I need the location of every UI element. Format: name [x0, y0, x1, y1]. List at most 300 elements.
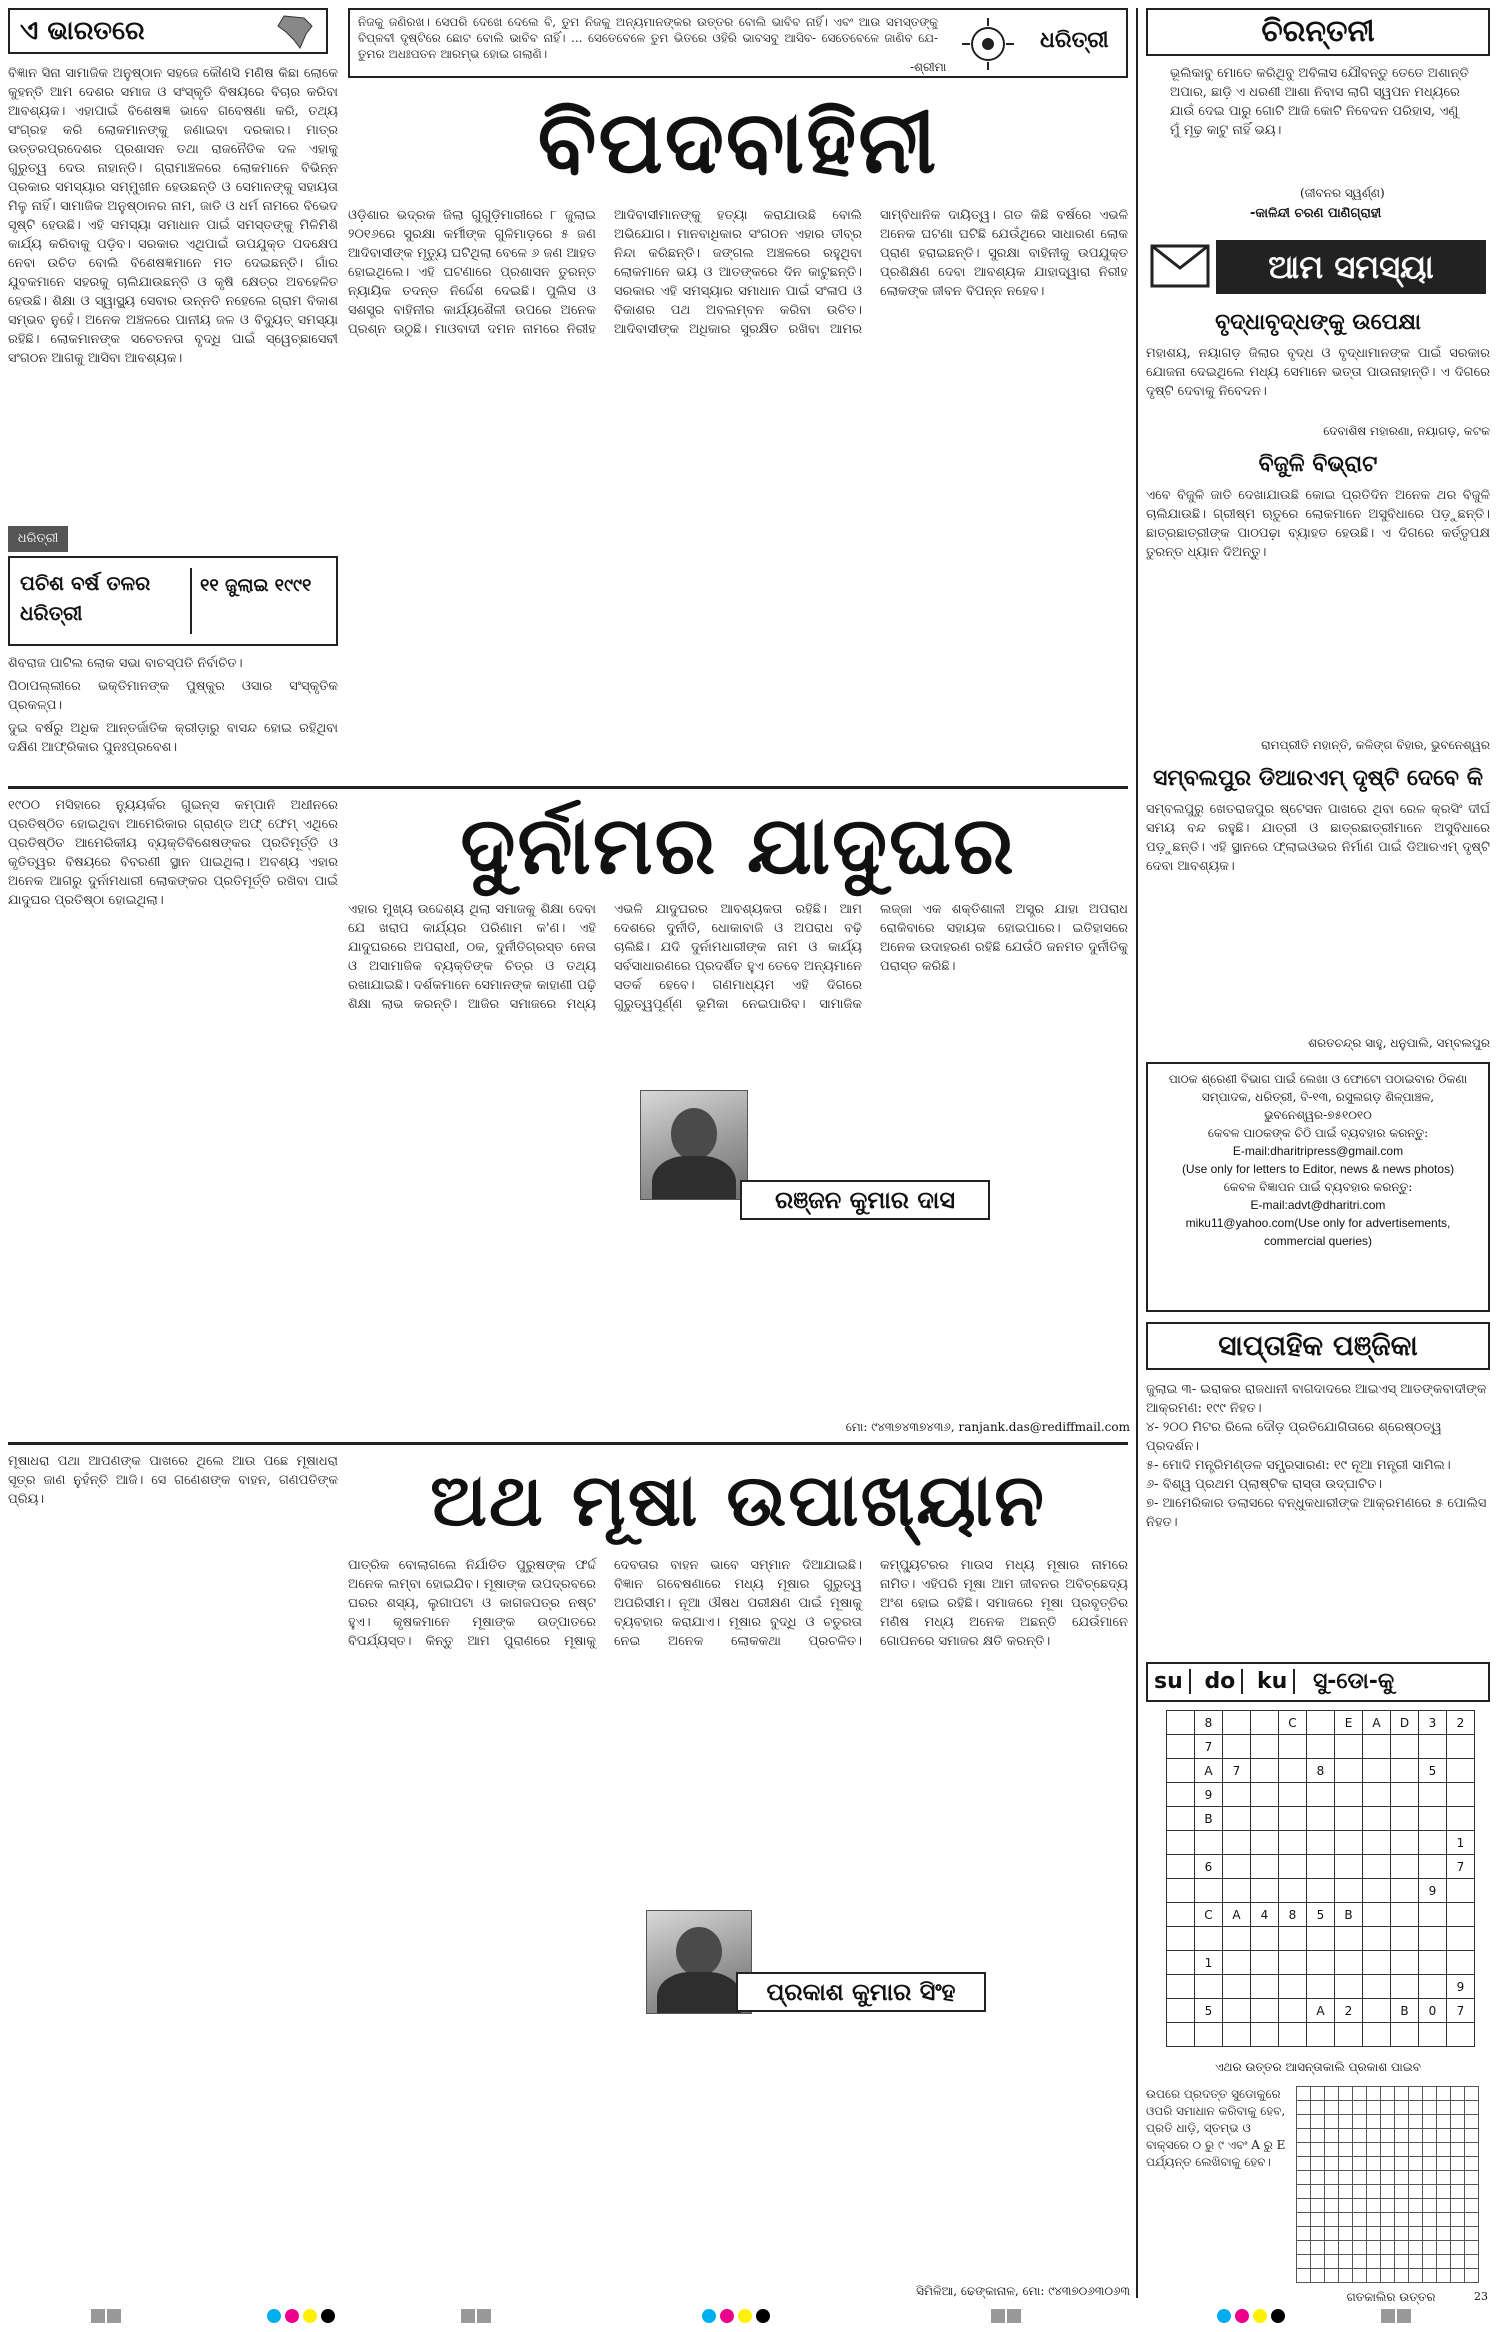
letter-body: ସମ୍ବଲପୁରୁ ଖେତରାଜପୁର ଷ୍ଟେସନ ପାଖରେ ଥିବା ରେଳ କ୍ରସିଂ ଦୀର୍ଘ ସମୟ ବନ୍ଦ ରହୁଛି। ଯାତ୍ରୀ ଓ ଛାତ୍ରଛାତ୍ରୀମାନେ ଅସୁବିଧାରେ ପଡ଼ୁଛନ୍ତି। ଏହି ସ୍ଥାନରେ ଫ୍ଲାଇଓଭର ନିର୍ମାଣ ପାଇଁ ଡିଆରଏମ୍ ଦୃଷ୍ଟି ଦେବା ଆବଶ୍ୟକ। — [1146, 802, 1490, 874]
author-photo — [640, 1090, 748, 1200]
solution-cell — [1297, 2115, 1311, 2129]
solution-cell — [1297, 2171, 1311, 2185]
registration-mark — [460, 2308, 492, 2327]
sudoku-cell: A — [1223, 1903, 1251, 1927]
sudoku-cell: 1 — [1447, 1831, 1475, 1855]
sudoku-cell — [1223, 1783, 1251, 1807]
solution-cell — [1465, 2199, 1479, 2213]
solution-cell — [1465, 2157, 1479, 2171]
panjika-item: ଜୁଲାଇ ୩- ଇରାକର ରାଜଧାନୀ ବାଗଦାଦରେ ଆଇଏସ୍ ଆତଙ୍କବାଦୀଙ୍କ ଆକ୍ରମଣ: ୧୯୯ ନିହତ। — [1146, 1382, 1487, 1416]
sudoku-cell — [1279, 1735, 1307, 1759]
sudoku-cell — [1167, 1807, 1195, 1831]
solution-cell — [1423, 2269, 1437, 2283]
chirantani-title: ଚିରନ୍ତନୀ — [1146, 8, 1490, 56]
solution-cell — [1353, 2199, 1367, 2213]
solution-cell — [1437, 2269, 1451, 2283]
sudoku-cell — [1363, 1831, 1391, 1855]
sudoku-cell — [1391, 1927, 1419, 1951]
solution-row — [1297, 2241, 1479, 2255]
contact-box — [1146, 1062, 1490, 1312]
solution-cell — [1297, 2101, 1311, 2115]
solution-cell — [1423, 2227, 1437, 2241]
sudoku-cell — [1447, 1807, 1475, 1831]
solution-cell — [1367, 2101, 1381, 2115]
contact-adv-email-note[interactable]: miku11@yahoo.com(Use only for advertisements, commercial queries) — [1185, 1216, 1451, 1248]
solution-cell — [1395, 2255, 1409, 2269]
brand-text: ଏ ଭାରତରେ — [20, 16, 145, 46]
sudoku-row — [1167, 1999, 1475, 2023]
color-bar — [700, 2308, 772, 2327]
color-bar — [265, 2308, 337, 2327]
sudoku-cell — [1251, 1855, 1279, 1879]
solution-cell — [1395, 2129, 1409, 2143]
solution-cell — [1451, 2087, 1465, 2101]
solution-cell — [1423, 2171, 1437, 2185]
divider — [8, 786, 1128, 789]
solution-cell — [1409, 2227, 1423, 2241]
solution-cell — [1311, 2213, 1325, 2227]
sudoku-cell: E — [1335, 1711, 1363, 1735]
sudoku-cell — [1335, 1975, 1363, 1999]
contact-intro: ପାଠକ ଶ୍ରେଣୀ ବିଭାଗ ପାଇଁ ଲେଖା ଓ ଫୋଟୋ ପଠାଇବାର ଠିକଣା — [1168, 1072, 1468, 1086]
sudoku-cell — [1363, 1855, 1391, 1879]
solution-cell — [1395, 2157, 1409, 2171]
solution-cell — [1325, 2269, 1339, 2283]
solution-cell — [1325, 2143, 1339, 2157]
solution-cell — [1423, 2199, 1437, 2213]
sudoku-solution-grid — [1296, 2086, 1479, 2283]
color-bar — [1215, 2308, 1287, 2327]
solution-cell — [1465, 2171, 1479, 2185]
sudoku-cell — [1391, 1903, 1419, 1927]
sudoku-row — [1167, 1831, 1475, 1855]
sudoku-cell — [1307, 1831, 1335, 1855]
sudoku-cell — [1391, 1951, 1419, 1975]
solution-cell — [1423, 2255, 1437, 2269]
solution-row — [1297, 2227, 1479, 2241]
solution-label: ଗତକାଲିର ଉତ୍ତର — [1346, 2290, 1436, 2304]
sudoku-cell — [1307, 1783, 1335, 1807]
sudoku-cell — [1363, 1807, 1391, 1831]
solution-cell — [1339, 2185, 1353, 2199]
solution-cell — [1437, 2199, 1451, 2213]
box-item: ପିଠାପଲ୍ଲୀରେ ଭକ୍ତିମାନଙ୍କ ପୁଷ୍କୁର ଓସାର ସଂସ୍କୃତିକ ପ୍ରକଳ୍ପ। — [8, 679, 338, 713]
sudoku-cell — [1223, 1879, 1251, 1903]
sudoku-cell — [1419, 1735, 1447, 1759]
column-divider — [1136, 8, 1138, 2298]
letter-title: ବୃଦ୍ଧାବୃଦ୍ଧଙ୍କୁ ଉପେକ୍ଷା — [1215, 310, 1421, 335]
panjika-list — [1146, 1380, 1490, 1650]
paper-name: ଧରିତ୍ରୀ — [1040, 28, 1109, 53]
sudoku-cell — [1447, 2023, 1475, 2047]
solution-cell — [1325, 2255, 1339, 2269]
solution-cell — [1395, 2227, 1409, 2241]
solution-cell — [1465, 2087, 1479, 2101]
sudoku-cell: A — [1195, 1759, 1223, 1783]
solution-cell — [1339, 2255, 1353, 2269]
sudoku-cell — [1167, 1855, 1195, 1879]
sudoku-row — [1167, 2023, 1475, 2047]
solution-cell — [1437, 2087, 1451, 2101]
sudoku-cell — [1251, 1975, 1279, 1999]
sudoku-cell: 8 — [1279, 1903, 1307, 1927]
sudoku-cell — [1307, 1927, 1335, 1951]
letter-body: ଏବେ ବିଜୁଳି ଜାତି ଦେଖାଯାଉଛି କୋଇ ପ୍ରତିଦିନ ଅନେକ ଥର ବିଜୁଳି ଚାଲିଯାଉଛି। ଗ୍ରୀଷ୍ମ ଋତୁରେ ଲୋକମାନେ ଅସୁବିଧାରେ ପଡ଼ୁଛନ୍ତି। ଛାତ୍ରଛାତ୍ରୀଙ୍କ ପାଠପଢ଼ା ବ୍ୟାହତ ହେଉଛି। ଏ ଦିଗରେ କର୍ତ୍ତୃପକ୍ଷ ତୁରନ୍ତ ଧ୍ୟାନ ଦିଅନ୍ତୁ। — [1146, 488, 1490, 560]
sudoku-row — [1167, 1927, 1475, 1951]
sudoku-word: do — [1198, 1669, 1243, 1694]
solution-cell — [1437, 2241, 1451, 2255]
solution-cell — [1353, 2115, 1367, 2129]
solution-row — [1297, 2087, 1479, 2101]
sudoku-row — [1167, 1711, 1475, 1735]
sudoku-cell: A — [1363, 1711, 1391, 1735]
sudoku-cell: 7 — [1447, 1999, 1475, 2023]
solution-cell — [1367, 2115, 1381, 2129]
solution-cell — [1423, 2185, 1437, 2199]
solution-cell — [1297, 2185, 1311, 2199]
solution-cell — [1465, 2269, 1479, 2283]
middle-story-body: ଏହାର ମୁଖ୍ୟ ଉଦ୍ଦେଶ୍ୟ ଥିଲା ସମାଜକୁ ଶିକ୍ଷା ଦେବା ଯେ ଖରାପ କାର୍ଯ୍ୟର ପରିଣାମ କ'ଣ। ଏହି ଯାଦୁଘରରେ ଅପରାଧୀ, ଠକ, ଦୁର୍ନୀତିଗ୍ରସ୍ତ ନେତା ଓ ଅସାମାଜିକ ବ୍ୟକ୍ତିଙ୍କ ଚିତ୍ର ଓ ତଥ୍ୟ ରଖାଯାଇଛି। ଦର୍ଶକମାନେ ସେମାନଙ୍କ କାହାଣୀ ପଢ଼ି ଶିକ୍ଷା ଲାଭ କରନ୍ତି। ଆଜିର ସମାଜରେ ମଧ୍ୟ ଏଭଳି ଯାଦୁଘରର ଆବଶ୍ୟକତା ରହିଛି। ଆମ ଦେଶରେ ଦୁର୍ନୀତି, ଧୋକାବାଜି ଓ ଅପରାଧ ବଢ଼ି ଚାଲିଛି। ଯଦି ଦୁର୍ନାମଧାରୀଙ୍କ ନାମ ଓ କାର୍ଯ୍ୟ ସର୍ବସାଧାରଣରେ ପ୍ରଦର୍ଶିତ ହୁଏ ତେବେ ଅନ୍ୟମାନେ ସତର୍କ ହେବେ। ଗଣମାଧ୍ୟମ ଏହି ଦିଗରେ ଗୁରୁତ୍ୱପୂର୍ଣ୍ଣ ଭୂମିକା ନେଇପାରିବ। ସାମାଜିକ ଲଜ୍ଜା ଏକ ଶକ୍ତିଶାଳୀ ଅସ୍ତ୍ର ଯାହା ଅପରାଧ ରୋକିବାରେ ସହାୟକ ହୋଇପାରେ। ଇତିହାସରେ ଅନେକ ଉଦାହରଣ ରହିଛି ଯେଉଁଠି ଜନମତ ଦୁର୍ନୀତିକୁ ପରାସ୍ତ କରିଛି। — [348, 902, 1128, 1012]
sudoku-cell — [1279, 1951, 1307, 1975]
sudoku-cell — [1447, 1951, 1475, 1975]
sudoku-cell: A — [1307, 1999, 1335, 2023]
sudoku-cell — [1419, 1783, 1447, 1807]
solution-cell — [1409, 2101, 1423, 2115]
solution-cell — [1367, 2227, 1381, 2241]
sudoku-cell — [1167, 1711, 1195, 1735]
solution-cell — [1325, 2157, 1339, 2171]
sudoku-cell — [1363, 1975, 1391, 1999]
sudoku-row — [1167, 1807, 1475, 1831]
sudoku-cell — [1279, 2023, 1307, 2047]
solution-row — [1297, 2269, 1479, 2283]
solution-cell — [1465, 2213, 1479, 2227]
solution-cell — [1353, 2129, 1367, 2143]
solution-cell — [1353, 2143, 1367, 2157]
solution-cell — [1395, 2143, 1409, 2157]
solution-cell — [1465, 2115, 1479, 2129]
sudoku-cell — [1419, 1807, 1447, 1831]
sudoku-cell — [1167, 1927, 1195, 1951]
solution-cell — [1297, 2227, 1311, 2241]
solution-row — [1297, 2171, 1479, 2185]
solution-cell — [1367, 2087, 1381, 2101]
sudoku-cell — [1279, 1807, 1307, 1831]
solution-cell — [1325, 2185, 1339, 2199]
box-item: ଦୁଇ ବର୍ଷରୁ ଅଧିକ ଆନ୍ତର୍ଜାତିକ କ୍ରୀଡ଼ାରୁ ବାସନ୍ଦ ହୋଇ ରହିଥିବା ଦକ୍ଷିଣ ଆଫ୍ରିକାର ପୁନଃପ୍ରବେଶ। — [8, 721, 338, 755]
top-story-body: ଓଡ଼ିଶାର ଭଦ୍ରକ ଜିଲା ଗୁଗୁଡ଼ିମାରୀରେ ୮ ଜୁଲାଇ ୨୦୧୬ରେ ସୁରକ୍ଷା କର୍ମୀଙ୍କ ଗୁଳିମାଡ଼ରେ ୫ ଜଣ ଆଦିବାସୀଙ୍କ ମୃତ୍ୟୁ ଘଟିଥିଲା ବେଳେ ୬ ଜଣ ଆହତ ହୋଇଥିଲେ। ଏହି ଘଟଣାରେ ପ୍ରଶାସନ ତୁରନ୍ତ ନ୍ୟାୟିକ ତଦନ୍ତ ନିର୍ଦ୍ଦେଶ ଦେଇଛି। ପୁଲିସ ଓ ସଶସ୍ତ୍ର ବାହିନୀର କାର୍ଯ୍ୟଶୈଳୀ ଉପରେ ଅନେକ ପ୍ରଶ୍ନ ଉଠୁଛି। ମାଓବାଦୀ ଦମନ ନାମରେ ନିରୀହ ଆଦିବାସୀମାନଙ୍କୁ ହତ୍ୟା କରାଯାଉଛି ବୋଲି ଅଭିଯୋଗ। ମାନବାଧିକାର ସଂଗଠନ ଏହାର ତୀବ୍ର ନିନ୍ଦା କରିଛନ୍ତି। ଜଙ୍ଗଲ ଅଞ୍ଚଳରେ ରହୁଥିବା ଲୋକମାନେ ଭୟ ଓ ଆତଙ୍କରେ ଦିନ କାଟୁଛନ୍ତି। ସରକାର ଏହି ସମସ୍ୟାର ସମାଧାନ ପାଇଁ ସଂଳାପ ଓ ବିକାଶର ପଥ ଅବଲମ୍ବନ କରିବା ଉଚିତ। ଆଦିବାସୀଙ୍କ ଅଧିକାର ସୁରକ୍ଷିତ ରଖିବା ଆମର ସାମ୍ବିଧାନିକ ଦାୟିତ୍ୱ। ଗତ କିଛି ବର୍ଷରେ ଏଭଳି ଅନେକ ଘଟଣା ଘଟିଛି ଯେଉଁଥିରେ ସାଧାରଣ ଲୋକ ପ୍ରାଣ ହରାଇଛନ୍ତି। ସୁରକ୍ଷା ବାହିନୀକୁ ଉପଯୁକ୍ତ ପ୍ରଶିକ୍ଷଣ ଦେବା ଆବଶ୍ୟକ ଯାହାଦ୍ୱାରା ନିରୀହ ଲୋକଙ୍କ ଜୀବନ ବିପନ୍ନ ନହେବ। — [348, 208, 1128, 337]
solution-cell — [1311, 2129, 1325, 2143]
sudoku-cell — [1167, 1951, 1195, 1975]
solution-cell — [1367, 2129, 1381, 2143]
box-title: ପଚିଶ ବର୍ଷ ତଳର ଧରିତ୍ରୀ — [20, 571, 151, 625]
sudoku-cell: 0 — [1419, 1999, 1447, 2023]
solution-cell — [1395, 2213, 1409, 2227]
sudoku-cell — [1391, 1975, 1419, 1999]
solution-cell — [1381, 2185, 1395, 2199]
sudoku-grid — [1166, 1710, 1475, 2047]
sudoku-note: ଏଥର ଉତ୍ତର ଆସନ୍ତାକାଲି ପ୍ରକାଶ ପାଇବ — [1215, 2060, 1421, 2074]
sudoku-cell — [1167, 1783, 1195, 1807]
solution-cell — [1395, 2199, 1409, 2213]
sudoku-row — [1167, 1975, 1475, 1999]
solution-cell — [1451, 2129, 1465, 2143]
solution-cell — [1437, 2143, 1451, 2157]
sudoku-cell — [1335, 1879, 1363, 1903]
solution-cell — [1437, 2115, 1451, 2129]
sudoku-cell — [1251, 1927, 1279, 1951]
sudoku-cell: 7 — [1223, 1759, 1251, 1783]
sudoku-row — [1167, 1855, 1475, 1879]
sudoku-cell — [1167, 1999, 1195, 2023]
solution-cell — [1339, 2143, 1353, 2157]
sudoku-cell — [1335, 1807, 1363, 1831]
solution-cell — [1353, 2101, 1367, 2115]
solution-cell — [1395, 2241, 1409, 2255]
solution-cell — [1437, 2255, 1451, 2269]
sudoku-cell: 9 — [1419, 1879, 1447, 1903]
solution-cell — [1353, 2185, 1367, 2199]
author-name: ରଞ୍ଜନ କୁମାର ଦାସ — [740, 1180, 990, 1220]
sudoku-cell — [1279, 1783, 1307, 1807]
solution-cell — [1353, 2241, 1367, 2255]
solution-cell — [1381, 2213, 1395, 2227]
solution-cell — [1423, 2143, 1437, 2157]
solution-cell — [1423, 2129, 1437, 2143]
divider — [8, 1442, 1128, 1445]
letter-title: ସମ୍ବଲପୁର ଡିଆରଏମ୍ ଦୃଷ୍ଟି ଦେବେ କି — [1153, 766, 1483, 791]
sudoku-cell — [1447, 1735, 1475, 1759]
sudoku-cell — [1307, 1735, 1335, 1759]
sudoku-cell — [1335, 2023, 1363, 2047]
quote-text: ନିଜକୁ ଜଣିରଖ। ସେପରି ଦେଖେ ଦେଲେ ବି, ତୁମ ନିଜକୁ ଅନ୍ୟମାନଙ୍କର ଉତ୍ତର ବୋଲି ଭାବିବ ନାହିଁ। ଏବଂ ଆଉ ସମସ୍ତଙ୍କୁ ବିପ୍ଳବୀ ଦୃଷ୍ଟିରେ ଛୋଟ ବୋଲି ଭାବିବ ନାହିଁ। ... ସେତେବେଳେ ତୁମ ଭିତରେ ଓହିରି ଭାବସବୁ ଆସିବ- ସେତେବେଳେ ଜାଣିବ ଯେ- ତୁମର ଅଧଃପତନ ଆରମ୍ଭ ହୋଇ ଗଲାଣି। — [358, 15, 938, 61]
solution-cell — [1381, 2143, 1395, 2157]
sudoku-cell — [1363, 1951, 1391, 1975]
solution-cell — [1381, 2269, 1395, 2283]
panjika-title: ସାପ୍ତାହିକ ପଞ୍ଜିକା — [1146, 1322, 1490, 1370]
sudoku-cell — [1335, 1735, 1363, 1759]
sudoku-cell — [1307, 1951, 1335, 1975]
solution-cell — [1465, 2185, 1479, 2199]
registration-mark — [90, 2308, 122, 2327]
sudoku-cell — [1167, 1735, 1195, 1759]
sudoku-cell — [1363, 2023, 1391, 2047]
sudoku-cell — [1391, 1855, 1419, 1879]
bottom-headline: ଅଥ ମୂଷା ଉପାଖ୍ୟାନ — [430, 1458, 1046, 1542]
solution-cell — [1325, 2199, 1339, 2213]
sudoku-cell — [1419, 1831, 1447, 1855]
solution-cell — [1381, 2241, 1395, 2255]
sudoku-cell — [1419, 1903, 1447, 1927]
sudoku-cell — [1223, 1855, 1251, 1879]
solution-cell — [1325, 2227, 1339, 2241]
sudoku-cell — [1419, 1855, 1447, 1879]
solution-row — [1297, 2129, 1479, 2143]
sudoku-cell: 8 — [1307, 1759, 1335, 1783]
sudoku-cell — [1195, 1927, 1223, 1951]
sudoku-cell: 9 — [1195, 1783, 1223, 1807]
solution-cell — [1381, 2087, 1395, 2101]
sudoku-cell: 7 — [1447, 1855, 1475, 1879]
solution-cell — [1311, 2255, 1325, 2269]
sudoku-cell — [1251, 1759, 1279, 1783]
sudoku-cell: 5 — [1195, 1999, 1223, 2023]
solution-cell — [1451, 2157, 1465, 2171]
solution-cell — [1297, 2199, 1311, 2213]
sudoku-cell: 7 — [1195, 1735, 1223, 1759]
solution-cell — [1367, 2213, 1381, 2227]
solution-row — [1297, 2143, 1479, 2157]
envelope-icon — [1150, 244, 1210, 292]
solution-cell — [1437, 2185, 1451, 2199]
solution-cell — [1353, 2269, 1367, 2283]
dharitri-mini-logo: ଧରିତ୍ରୀ — [8, 526, 68, 552]
solution-row — [1297, 2115, 1479, 2129]
solution-cell — [1325, 2171, 1339, 2185]
solution-cell — [1409, 2269, 1423, 2283]
contact-address: ସମ୍ପାଦକ, ଧରିତ୍ରୀ, ବି-୧୩, ରସୁଲଗଡ଼ ଶିଳ୍ପାଞ୍ଚଳ, ଭୁବନେଶ୍ୱର-୭୫୧୦୧୦ — [1201, 1090, 1435, 1122]
solution-cell — [1465, 2241, 1479, 2255]
solution-cell — [1381, 2199, 1395, 2213]
solution-cell — [1395, 2101, 1409, 2115]
solution-cell — [1325, 2213, 1339, 2227]
sudoku-row — [1167, 1879, 1475, 1903]
solution-cell — [1437, 2227, 1451, 2241]
sudoku-cell — [1251, 1735, 1279, 1759]
sudoku-cell — [1307, 1807, 1335, 1831]
letter-body: ମହାଶୟ, ନୟାଗଡ଼ ଜିଲାର ବୃଦ୍ଧ ଓ ବୃଦ୍ଧାମାନଙ୍କ ପାଇଁ ସରକାର ଯୋଜନା ଦେଇଥିଲେ ମଧ୍ୟ ସେମାନେ ଭତ୍ତା ପାଉନାହାନ୍ତି। ଏ ଦିଗରେ ଦୃଷ୍ଟି ଦେବାକୁ ନିବେଦନ। — [1146, 346, 1490, 399]
quote-author: -ଶ୍ରୀମା — [910, 60, 947, 74]
solution-cell — [1451, 2171, 1465, 2185]
sudoku-cell — [1251, 1951, 1279, 1975]
sudoku-cell: 8 — [1195, 1711, 1223, 1735]
sudoku-cell — [1335, 1831, 1363, 1855]
solution-cell — [1437, 2157, 1451, 2171]
solution-cell — [1311, 2171, 1325, 2185]
sudoku-cell — [1167, 1759, 1195, 1783]
author-name: ପ୍ରକାଶ କୁମାର ସିଂହ — [736, 1972, 986, 2012]
sudoku-cell: 4 — [1251, 1903, 1279, 1927]
solution-row — [1297, 2185, 1479, 2199]
solution-cell — [1367, 2269, 1381, 2283]
registration-mark — [1380, 2308, 1412, 2327]
sudoku-cell — [1447, 1879, 1475, 1903]
sudoku-cell — [1335, 1951, 1363, 1975]
sudoku-cell — [1223, 1975, 1251, 1999]
twentyfive-years-box — [8, 526, 338, 776]
solution-cell — [1451, 2185, 1465, 2199]
solution-cell — [1409, 2185, 1423, 2199]
letter-title: ବିଜୁଳି ବିଭ୍ରାଟ — [1258, 452, 1378, 477]
solution-cell — [1311, 2157, 1325, 2171]
sudoku-cell: 1 — [1195, 1951, 1223, 1975]
sudoku-cell — [1223, 2023, 1251, 2047]
solution-cell — [1339, 2101, 1353, 2115]
solution-cell — [1451, 2269, 1465, 2283]
sudoku-cell: C — [1279, 1711, 1307, 1735]
solution-cell — [1367, 2171, 1381, 2185]
sudoku-cell — [1279, 1975, 1307, 1999]
sudoku-cell — [1195, 2023, 1223, 2047]
letter-signature: ରାମପ୍ରୀତି ମହାନ୍ତି, କଳିଙ୍ଗ ବିହାର, ଭୁବନେଶ୍ୱର — [1261, 738, 1490, 752]
contact-email-link[interactable]: E-mail:dharitripress@gmail.com — [1232, 1144, 1404, 1158]
sudoku-cell — [1251, 1807, 1279, 1831]
sudoku-cell — [1419, 1951, 1447, 1975]
sudoku-cell — [1167, 1831, 1195, 1855]
sudoku-cell — [1167, 2023, 1195, 2047]
sudoku-cell — [1279, 1855, 1307, 1879]
chirantani-author: -କାଳିନ୍ଦୀ ଚରଣ ପାଣିଗ୍ରାହୀ — [1250, 206, 1382, 221]
sudoku-row — [1167, 1783, 1475, 1807]
box-date: ୧୧ ଜୁଲାଇ ୧୯୯୧ — [200, 575, 312, 596]
bottom-story-body: ପାତ୍ରିକ ବୋଲାଗଲେ ନିର୍ଯାତିତ ପୁରୁଷଙ୍କ ଫର୍ଦ୍ଦ ଅନେକ ଲମ୍ବା ହୋଇଯିବ। ମୂଷାଙ୍କ ଉପଦ୍ରବରେ ଘରର ଶସ୍ୟ, ଲୁଗାପଟା ଓ କାଗଜପତ୍ର ନଷ୍ଟ ହୁଏ। କୃଷକମାନେ ମୂଷାଙ୍କ ଉତ୍ପାତରେ ବିପର୍ଯ୍ୟସ୍ତ। କିନ୍ତୁ ଆମ ପୁରାଣରେ ମୂଷାକୁ ଦେବତାର ବାହନ ଭାବେ ସମ୍ମାନ ଦିଆଯାଇଛି। ବିଜ୍ଞାନ ଗବେଷଣାରେ ମଧ୍ୟ ମୂଷାର ଗୁରୁତ୍ୱ ଅପରିସୀମ। ନୂଆ ଔଷଧ ପରୀକ୍ଷଣ ପାଇଁ ମୂଷାକୁ ବ୍ୟବହାର କରାଯାଏ। ମୂଷାର ବୁଦ୍ଧି ଓ ଚତୁରତା ନେଇ ଅନେକ ଲୋକକଥା ପ୍ରଚଳିତ। କମ୍ପ୍ୟୁଟରର ମାଉସ ମଧ୍ୟ ମୂଷାର ନାମରେ ନାମିତ। ଏହିପରି ମୂଷା ଆମ ଜୀବନର ଅବିଚ୍ଛେଦ୍ୟ ଅଂଶ ହୋଇ ରହିଛି। ସମାଜରେ ମୂଷା ପ୍ରବୃତ୍ତିର ମଣିଷ ମଧ୍ୟ ଅନେକ ଅଛନ୍ତି ଯେଉଁମାନେ ଗୋପନରେ ସମାଜର କ୍ଷତି କରନ୍ତି। — [348, 1558, 1128, 1649]
sudoku-cell — [1279, 1999, 1307, 2023]
sudoku-cell — [1195, 1975, 1223, 1999]
sudoku-cell — [1335, 1783, 1363, 1807]
solution-cell — [1339, 2241, 1353, 2255]
solution-cell — [1409, 2157, 1423, 2171]
sudoku-cell — [1307, 2023, 1335, 2047]
solution-cell — [1395, 2171, 1409, 2185]
solution-cell — [1451, 2199, 1465, 2213]
solution-cell — [1381, 2157, 1395, 2171]
sudoku-cell — [1307, 1711, 1335, 1735]
sudoku-cell — [1391, 1783, 1419, 1807]
sudoku-cell: 5 — [1307, 1903, 1335, 1927]
left-article: ବିଜ୍ଞାନ ସିନା ସାମାଜିକ ଅନୁଷ୍ଠାନ ସହଜେ କୌଣସି ମଣିଷ କିଛା ଲୋକେ କୁହନ୍ତି ଆମ ଦେଶର ସମାଜ ଓ ସଂସ୍କୃତି ବିଷୟରେ ବିଚାର କରିବା ଆବଶ୍ୟକ। ଏହାପାଇଁ ବିଶେଷଜ୍ଞ ଭାବେ ଗବେଷଣା କରି, ତଥ୍ୟ ସଂଗ୍ରହ କରି ଲୋକମାନଙ୍କୁ ଜଣାଇବା ଦରକାର। ମାତ୍ର ଉତ୍ତରପ୍ରଦେଶର ପ୍ରଶାସନ ତଥା ରାଜନୈତିକ ଦଳ ଏହାକୁ ଗୁରୁତ୍ୱ ଦେଉ ନାହାନ୍ତି। ଗ୍ରାମାଞ୍ଚଳରେ ଲୋକମାନେ ବିଭିନ୍ନ ପ୍ରକାର ସମସ୍ୟାର ସମ୍ମୁଖୀନ ହେଉଛନ୍ତି ଓ ସେମାନଙ୍କୁ ସହାୟତା ମିଳୁ ନାହିଁ। ସାମାଜିକ ଅନୁଷ୍ଠାନର ନାମ, ଜାତି ଓ ଧର୍ମ ନାମରେ ବିଭେଦ ସୃଷ୍ଟି ହେଉଛି। ଏହି ସମସ୍ୟା ସମାଧାନ ପାଇଁ ସମସ୍ତଙ୍କୁ ମିଳିମିଶି କାର୍ଯ୍ୟ କରିବାକୁ ପଡ଼ିବ। ସରକାର ଏଥିପାଇଁ ଉପଯୁକ୍ତ ପଦକ୍ଷେପ ନେବା ଉଚିତ ବୋଲି ବିଶେଷଜ୍ଞମାନେ ମତ ଦେଇଛନ୍ତି। ଗାଁର ଯୁବକମାନେ ସହରକୁ ଚାଲିଯାଉଛନ୍ତି ଓ କୃଷି କ୍ଷେତ୍ର ଅବହେଳିତ ହେଉଛି। ଶିକ୍ଷା ଓ ସ୍ୱାସ୍ଥ୍ୟ ସେବାର ଉନ୍ନତି ନହେଲେ ଗ୍ରାମ ବିକାଶ ସମ୍ଭବ ନୁହେଁ। ଅନେକ ଅଞ୍ଚଳରେ ପାନୀୟ ଜଳ ଓ ବିଦ୍ୟୁତ୍ ସମସ୍ୟା ରହିଛି। ଲୋକମାନଙ୍କ ସଚେତନତା ବୃଦ୍ଧି ପାଇଁ ସ୍ୱେଚ୍ଛାସେବୀ ସଂଗଠନ ଆଗକୁ ଆସିବା ଆବଶ୍ୟକ। — [8, 66, 338, 366]
sudoku-cell — [1251, 2023, 1279, 2047]
solution-cell — [1325, 2087, 1339, 2101]
contact-email-label: କେବଳ ପାଠକଙ୍କ ଚିଠି ପାଇଁ ବ୍ୟବହାର କରନ୍ତୁ: — [1207, 1126, 1429, 1140]
sudoku-cell — [1279, 1879, 1307, 1903]
solution-cell — [1409, 2213, 1423, 2227]
sudoku-cell — [1167, 1975, 1195, 1999]
solution-cell — [1339, 2129, 1353, 2143]
solution-cell — [1381, 2101, 1395, 2115]
solution-cell — [1339, 2227, 1353, 2241]
solution-cell — [1451, 2115, 1465, 2129]
sudoku-cell — [1447, 1783, 1475, 1807]
sudoku-cell — [1223, 1951, 1251, 1975]
solution-cell — [1325, 2101, 1339, 2115]
mail-banner — [1146, 236, 1490, 298]
sudoku-cell — [1251, 1783, 1279, 1807]
quote-box — [348, 8, 1128, 78]
page-number: 23 — [1474, 2290, 1488, 2303]
chirantani-source: (ଜୀବନର ସ୍ୱର୍ଣ୍ଣ) — [1300, 186, 1385, 200]
box-frame — [8, 556, 338, 646]
solution-cell — [1311, 2241, 1325, 2255]
sudoku-title-bar — [1146, 1662, 1490, 1702]
contact-adv-email-link[interactable]: E-mail:advt@dharitri.com — [1250, 1198, 1386, 1212]
solution-cell — [1353, 2213, 1367, 2227]
sudoku-cell: 6 — [1195, 1855, 1223, 1879]
solution-cell — [1353, 2171, 1367, 2185]
solution-cell — [1339, 2269, 1353, 2283]
sudoku-cell — [1223, 1831, 1251, 1855]
solution-cell — [1353, 2255, 1367, 2269]
sudoku-cell — [1335, 1855, 1363, 1879]
contact-adv-label: କେବଳ ବିଜ୍ଞାପନ ପାଇଁ ବ୍ୟବହାର କରନ୍ତୁ: — [1223, 1180, 1413, 1194]
contact-email-note: (Use only for letters to Editor, news & news photos) — [1181, 1162, 1455, 1176]
box-item: ଶିବରାଜ ପାଟିଲ ଲୋକ ସଭା ବାଚସ୍ପତି ନିର୍ବାଚିତ। — [8, 656, 243, 671]
solution-cell — [1437, 2129, 1451, 2143]
sudoku-rules: ଉପରେ ପ୍ରଦତ୍ତ ସୁଡୋକୁରେ ଓପରି ସମାଧାନ କରିବାକୁ ହେବ, ପ୍ରତି ଧାଡ଼ି, ସ୍ତମ୍ଭ ଓ ବାକ୍ସରେ ୦ ରୁ ୯ ଏବଂ A ରୁ E ପର୍ଯ୍ୟନ୍ତ ଲେଖିବାକୁ ହେବ। — [1146, 2087, 1286, 2169]
sudoku-cell — [1195, 1831, 1223, 1855]
solution-cell — [1465, 2255, 1479, 2269]
solution-cell — [1367, 2157, 1381, 2171]
solution-cell — [1409, 2115, 1423, 2129]
